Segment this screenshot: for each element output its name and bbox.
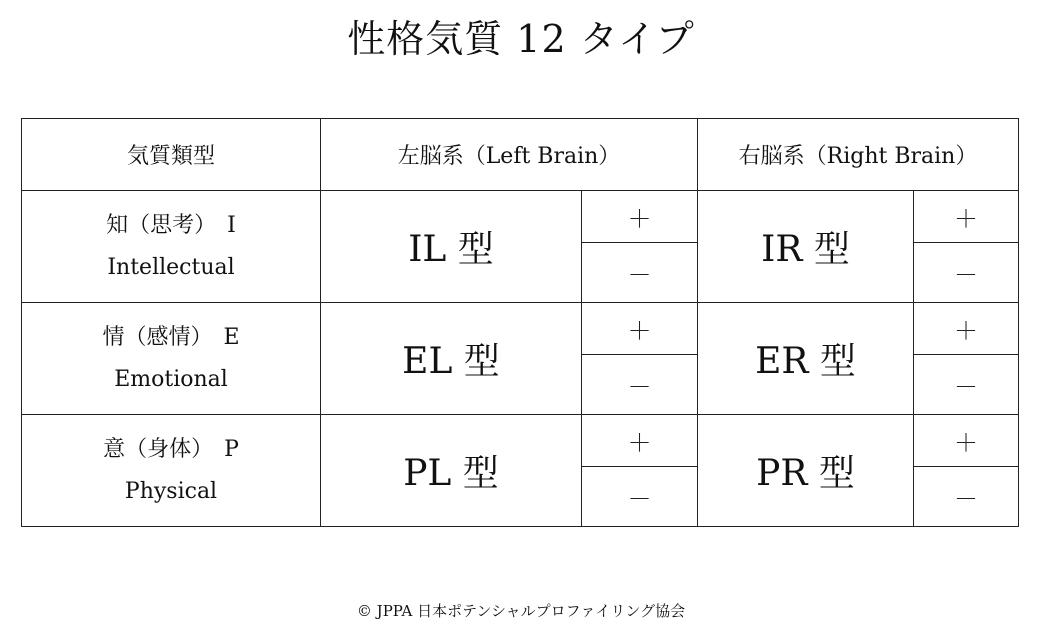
minus-sign: － — [914, 467, 1019, 527]
table-row — [22, 303, 1019, 355]
category-label-jp: 知（思考） I — [106, 212, 236, 238]
copyright-footer: © JPPA 日本ポテンシャルプロファイリング協会 — [356, 602, 686, 620]
header-temperament-type: 気質類型 — [22, 119, 321, 191]
plus-sign: ＋ — [582, 303, 698, 355]
plus-sign: ＋ — [914, 415, 1019, 467]
plus-sign: ＋ — [914, 303, 1019, 355]
minus-sign: － — [914, 355, 1019, 415]
temperament-table — [21, 118, 1019, 527]
table-row — [22, 191, 1019, 243]
page-title: 性格気質 12 タイプ — [347, 17, 695, 61]
type-cell-il: IL 型 — [321, 191, 582, 303]
category-label-jp: 情（感情） E — [102, 324, 240, 350]
type-cell-pr: PR 型 — [698, 415, 914, 527]
type-cell-er: ER 型 — [698, 303, 914, 415]
plus-sign: ＋ — [582, 415, 698, 467]
header-left-brain: 左脳系（Left Brain） — [321, 119, 698, 191]
category-label-jp: 意（身体） P — [103, 436, 239, 462]
minus-sign: － — [582, 243, 698, 303]
category-cell-physical — [22, 415, 321, 527]
header-row — [22, 119, 1019, 191]
plus-sign: ＋ — [914, 191, 1019, 243]
type-cell-ir: IR 型 — [698, 191, 914, 303]
table-row — [22, 415, 1019, 467]
minus-sign: － — [582, 355, 698, 415]
category-label-en: Physical — [124, 478, 218, 504]
category-label-en: Emotional — [114, 366, 228, 392]
category-label-en: Intellectual — [107, 254, 235, 280]
category-cell-emotional — [22, 303, 321, 415]
category-cell-intellectual — [22, 191, 321, 303]
type-cell-el: EL 型 — [321, 303, 582, 415]
minus-sign: － — [914, 243, 1019, 303]
type-cell-pl: PL 型 — [321, 415, 582, 527]
minus-sign: － — [582, 467, 698, 527]
plus-sign: ＋ — [582, 191, 698, 243]
header-right-brain: 右脳系（Right Brain） — [698, 119, 1019, 191]
